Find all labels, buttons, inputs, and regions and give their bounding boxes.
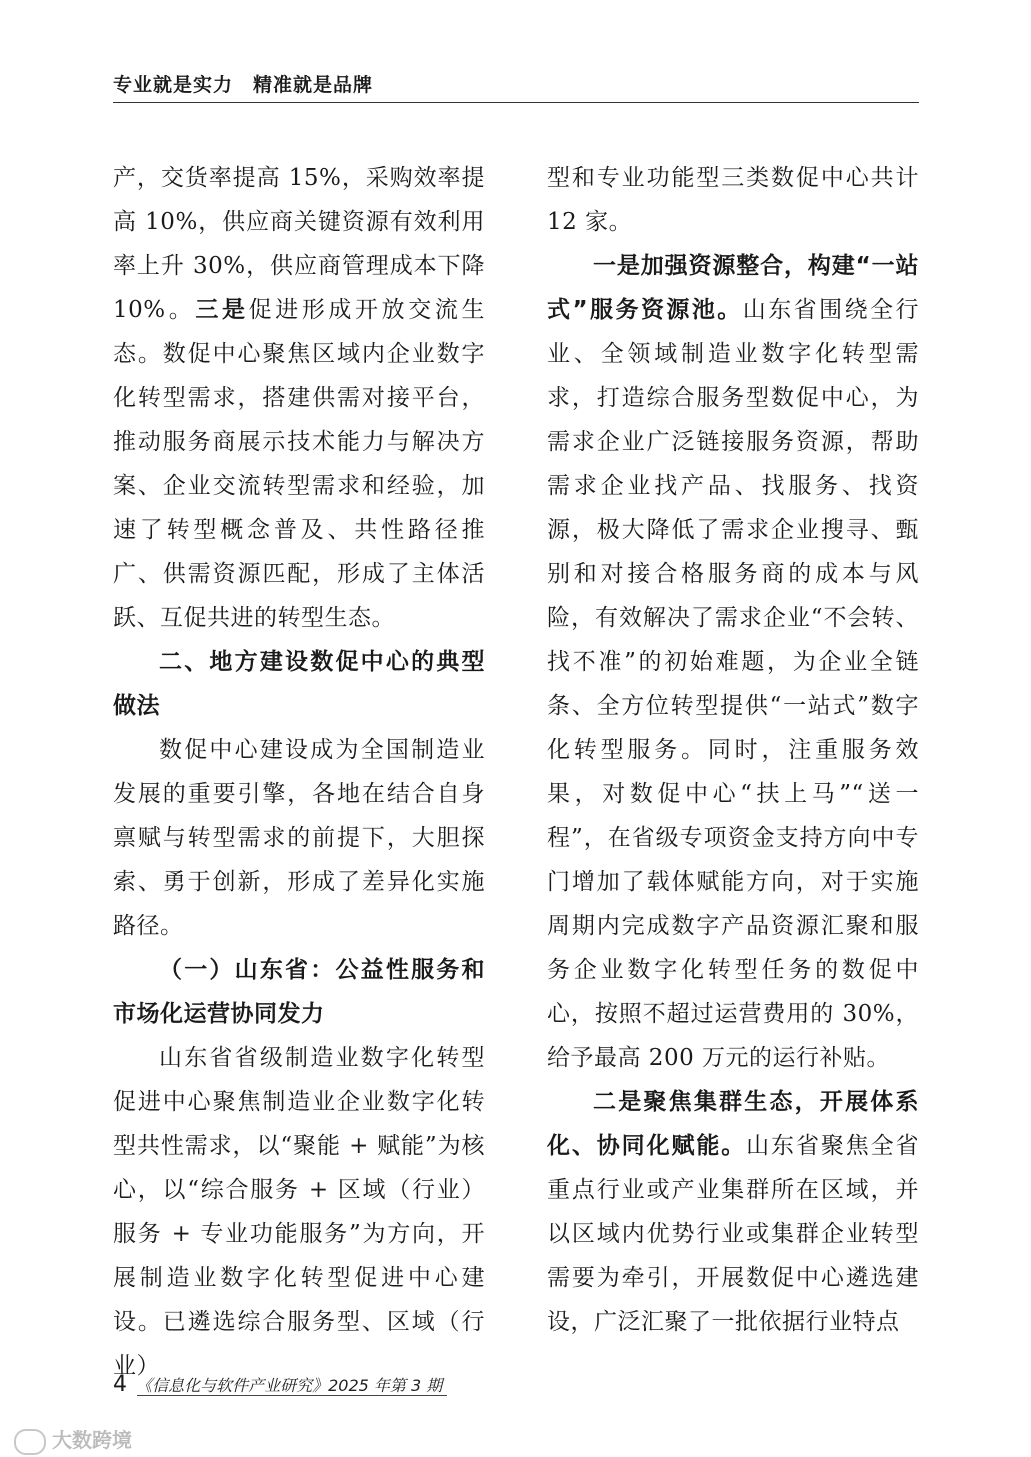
left-paragraph-2: 数促中心建设成为全国制造业发展的重要引擎，各地在结合自身禀赋与转型需求的前提下，大胆探索、勇于创新，形成了差异化实施路径。 [113, 737, 485, 939]
page-footer [113, 1372, 442, 1397]
page-number: 4 [113, 1372, 127, 1397]
right-paragraph-2 [547, 244, 919, 1080]
footer-divider [137, 1395, 447, 1396]
right-p2-text: 山东省围绕全行业、全领域制造业数字化转型需求，打造综合服务型数促中心，为需求企业广泛链接服务资源，帮助需求企业找产品、找服务、找资源，极大降低了需求企业搜寻、甄别和对接合格服务商的成本与风险，有效解决了需求企业“不会转、找不准”的初始难题，为企业全链条、全方位转型提供“一站式”数字化转型服务。同时，注重服务效果，对数促中心“扶上马”“送一程”，在省级专项资金支持方向中专门增加了载体赋能方向，对于实施周期内完成数字产品资源汇聚和服务企业数字化转型任务的数促中心，按照不超过运营费用的 30%，给予最高 200 万元的运行补贴。 [547, 297, 919, 1071]
right-p2-emphasis: 一是加强资源整合，构建“一站式”服务资源池。 [547, 253, 919, 323]
right-paragraph-3 [547, 1080, 919, 1344]
left-paragraph-1 [113, 156, 485, 640]
left-p1-text: 产，交货率提高 15%，采购效率提高 10%，供应商关键资源有效利用率上升 30%，供应商管理成本下降 10%。 [113, 165, 485, 323]
running-header: 专业就是实力 精准就是品牌 [113, 74, 374, 96]
watermark [14, 1424, 132, 1455]
left-p1-text-cont: 促进形成开放交流生态。数促中心聚焦区域内企业数字化转型需求，搭建供需对接平台，推动服务商展示技术能力与解决方案、企业交流转型需求和经验，加速了转型概念普及、共性路径推广、供需资源匹配，形成了主体活跃、互促共进的转型生态。 [113, 297, 486, 631]
header-divider [113, 102, 919, 103]
watermark-text: 大数跨境 [52, 1428, 132, 1452]
subsection-heading-shandong: （一）山东省：公益性服务和市场化运营协同发力 [113, 957, 485, 1027]
left-paragraph-3: 山东省省级制造业数字化转型促进中心聚焦制造业企业数字化转型共性需求，以“聚能 + 赋能”为核心，以“综合服务 + 区域（行业）服务 + 专业功能服务”为方向，开展制造业数字化转型促进中心建设。已遴选综合服务型、区域（行业） [113, 1045, 485, 1379]
right-p3-text: 山东省聚焦全省重点行业或产业集群所在区域，并以区域内优势行业或集群企业转型需要为牵引，开展数促中心遴选建设，广泛汇聚了一批依据行业特点 [547, 1133, 920, 1335]
watermark-logo-icon [14, 1429, 46, 1455]
right-column [547, 156, 919, 1344]
journal-citation: 《信息化与软件产业研究》2025 年第 3 期 [136, 1376, 443, 1395]
right-paragraph-1: 型和专业功能型三类数促中心共计 12 家。 [547, 165, 919, 235]
left-p1-emphasis: 三是 [195, 297, 249, 323]
right-p3-emphasis: 二是聚焦集群生态，开展体系化、协同化赋能。 [547, 1089, 919, 1159]
section-heading-2: 二、地方建设数促中心的典型做法 [113, 649, 485, 719]
left-column [113, 156, 485, 1388]
